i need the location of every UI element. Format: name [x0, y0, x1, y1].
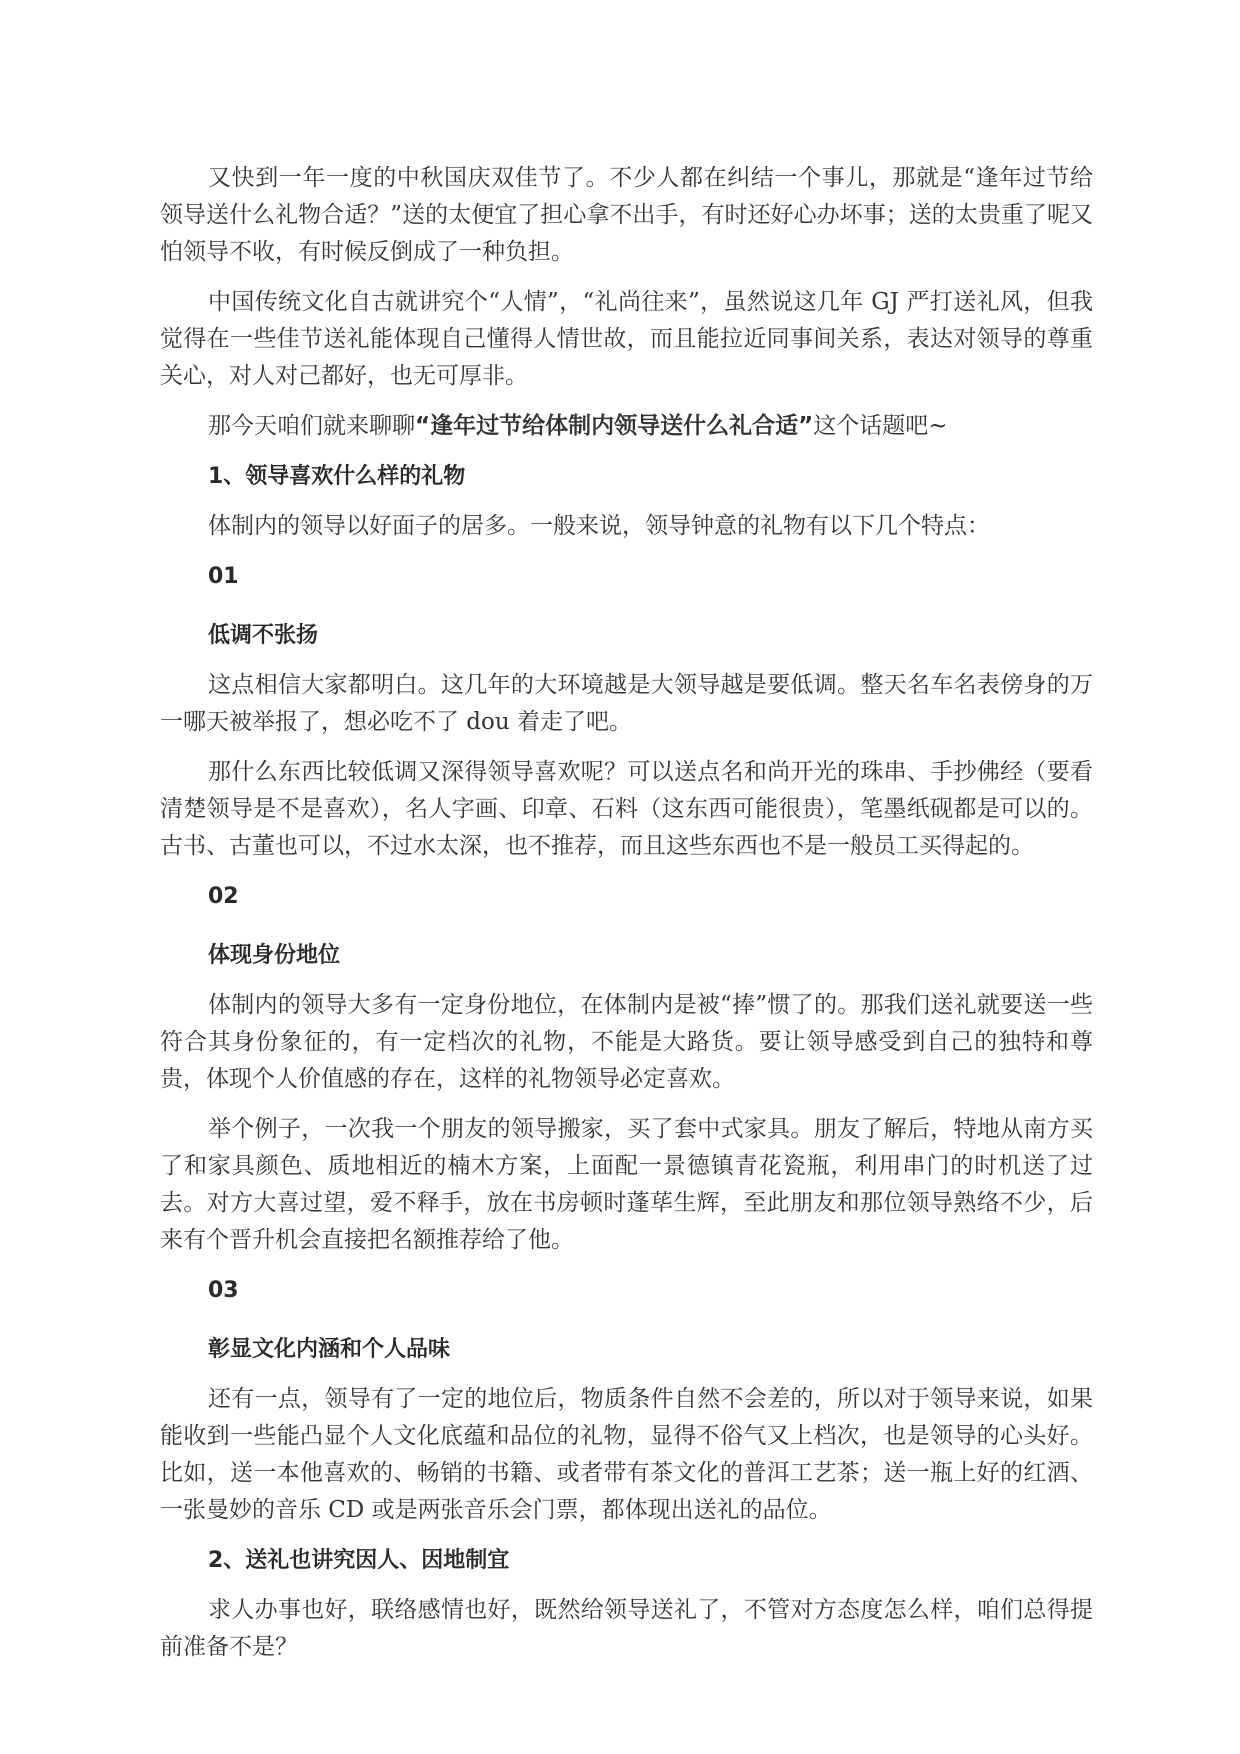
example-paragraph: 举个例子，一次我一个朋友的领导搬家，买了套中式家具。朋友了解后，特地从南方买了和家具颜色、质地相近的楠木方案，上面配一景德镇青花瓷瓶，利用串门的时机送了过去。对方大喜过望，爱不释手，放在书房顿时蓬荜生辉，至此朋友和那位领导熟络不少，后来有个晋升机会直接把名额推荐给了他。: [160, 1116, 1093, 1253]
topic-text-after: 这个话题吧~: [813, 413, 948, 439]
point-title-02: 体现身份地位: [208, 943, 341, 968]
features-intro-paragraph: 体制内的领导以好面子的居多。一般来说，领导钟意的礼物有以下几个特点：: [208, 513, 990, 539]
culture-paragraph: 中国传统文化自古就讲究个“人情”，“礼尚往来”，虽然说这几年 GJ 严打送礼风，但我觉得在一些佳节送礼能体现自己懂得人情世故，而且能拉近同事间关系，表达对领导的尊重关心，对人对己都好，也无可厚非。: [160, 289, 1093, 389]
intro-paragraph: 又快到一年一度的中秋国庆双佳节了。不少人都在纠结一个事儿，那就是“逢年过节给领导送什么礼物合适？”送的太便宜了担心拿不出手，有时还好心办坏事；送的太贵重了呢又怕领导不收，有时候反倒成了一种负担。: [160, 165, 1093, 265]
topic-paragraph: [160, 408, 1093, 445]
topic-text-bold: “逢年过节给体制内领导送什么礼合适”: [415, 413, 814, 439]
section-heading-2: 2、送礼也讲究因人、因地制宜: [208, 1548, 510, 1573]
closing-paragraph: 求人办事也好，联络感情也好，既然给领导送礼了，不管对方态度怎么样，咱们总得提前准备不是？: [160, 1597, 1093, 1660]
culture-taste-paragraph: 还有一点，领导有了一定的地位后，物质条件自然不会差的，所以对于领导来说，如果能收到一些能凸显个人文化底蕴和品位的礼物，显得不俗气又上档次，也是领导的心头好。比如，送一本他喜欢的、畅销的书籍、或者带有茶文化的普洱工艺茶；送一瓶上好的红酒、一张曼妙的音乐 CD 或是两张音乐会门票，都体现出送礼的品位。: [160, 1386, 1093, 1523]
point-number-03: 03: [208, 1278, 239, 1303]
point-title-03: 彰显文化内涵和个人品味: [208, 1337, 451, 1362]
point-number-02: 02: [208, 884, 239, 909]
lowkey-gifts-paragraph: 那什么东西比较低调又深得领导喜欢呢？可以送点名和尚开光的珠串、手抄佛经（要看清楚领导是不是喜欢），名人字画、印章、石料（这东西可能很贵），笔墨纸砚都是可以的。古书、古董也可以，不过水太深，也不推荐，而且这些东西也不是一般员工买得起的。: [160, 759, 1093, 859]
status-paragraph: 体制内的领导大多有一定身份地位，在体制内是被“捧”惯了的。那我们送礼就要送一些符合其身份象征的，有一定档次的礼物，不能是大路货。要让领导感受到自己的独特和尊贵，体现个人价值感的存在，这样的礼物领导必定喜欢。: [160, 992, 1093, 1092]
point-title-01: 低调不张扬: [208, 623, 319, 648]
lowkey-paragraph: 这点相信大家都明白。这几年的大环境越是大领导越是要低调。整天名车名表傍身的万一哪天被举报了，想必吃不了 dou 着走了吧。: [160, 672, 1093, 735]
point-number-01: 01: [208, 564, 239, 589]
section-heading-1: 1、领导喜欢什么样的礼物: [208, 464, 466, 489]
topic-text-before: 那今天咱们就来聊聊: [208, 413, 415, 439]
document-page: [160, 160, 1093, 1679]
